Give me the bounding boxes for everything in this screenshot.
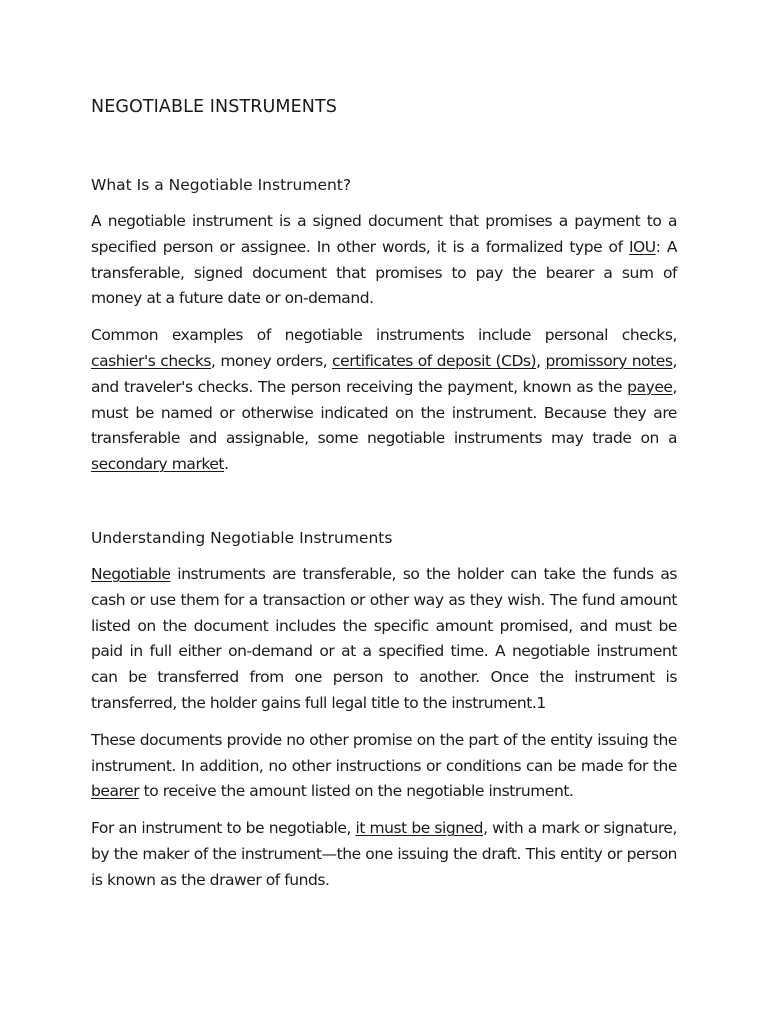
link-certificates-of-deposit[interactable]: certificates of deposit (CDs) bbox=[332, 351, 537, 370]
link-iou[interactable]: IOU bbox=[628, 237, 656, 256]
paragraph-text: , must be named or otherwise indicated on the instrument. Because they are transferable and assignable, some negotiable instruments may trade on a bbox=[91, 377, 677, 448]
paragraph-text: A negotiable instrument is a signed document that promises a payment to a specified person or assignee. In other words, it is a formalized type of bbox=[91, 212, 677, 256]
paragraph-text: Common examples of negotiable instruments include personal checks, bbox=[91, 326, 677, 345]
paragraph-transferable bbox=[91, 562, 677, 717]
paragraph-text: These documents provide no other promise on the part of the entity issuing the instrument. In addition, no other instructions or conditions can be made for the bbox=[91, 730, 677, 775]
link-promissory-notes[interactable]: promissory notes bbox=[545, 351, 673, 370]
paragraph-text: , bbox=[536, 351, 546, 370]
section-heading-what-is: What Is a Negotiable Instrument? bbox=[91, 176, 352, 194]
link-payee[interactable]: payee bbox=[627, 377, 673, 396]
paragraph-text: to receive the amount listed on the negotiable instrument. bbox=[139, 782, 574, 801]
paragraph-text: , and traveler's checks. The person receiving the payment, known as the bbox=[91, 351, 677, 396]
link-secondary-market[interactable]: secondary market bbox=[91, 455, 225, 474]
paragraph-no-other-promise bbox=[91, 728, 677, 805]
paragraph-text: For an instrument to be negotiable, bbox=[91, 819, 356, 838]
paragraph-text: , money orders, bbox=[211, 351, 333, 370]
section-spacer bbox=[91, 489, 677, 525]
paragraph-definition bbox=[91, 209, 677, 312]
paragraph-text: . bbox=[224, 455, 229, 474]
paragraph-examples bbox=[91, 323, 677, 478]
paragraph-text: : A transferable, signed document that promises to pay the bearer a sum of money at a future date or on-demand. bbox=[91, 237, 677, 308]
paragraph-text: instruments are transferable, so the holder can take the funds as cash or use them for a transaction or other way as they wish. The fund amount listed on the document includes the specific amount promised, and must be paid in full either on-demand or at a specified time. A negotiable instrument can be transferred from one person to another. Once the instrument is transferred, the holder gains full legal title to the instrument.1 bbox=[91, 564, 677, 712]
document-title: NEGOTIABLE INSTRUMENTS bbox=[91, 97, 337, 117]
link-negotiable[interactable]: Negotiable bbox=[91, 564, 171, 583]
section-heading-understanding: Understanding Negotiable Instruments bbox=[91, 528, 393, 547]
document-page bbox=[91, 92, 677, 905]
link-must-be-signed[interactable]: it must be signed bbox=[355, 819, 484, 838]
link-cashiers-checks[interactable]: cashier's checks bbox=[91, 351, 212, 370]
link-bearer[interactable]: bearer bbox=[91, 782, 140, 801]
paragraph-signed bbox=[91, 816, 677, 893]
paragraph-text: , with a mark or signature, by the maker of the instrument—the one issuing the draft. This entity or person is known as the drawer of funds. bbox=[91, 819, 677, 889]
